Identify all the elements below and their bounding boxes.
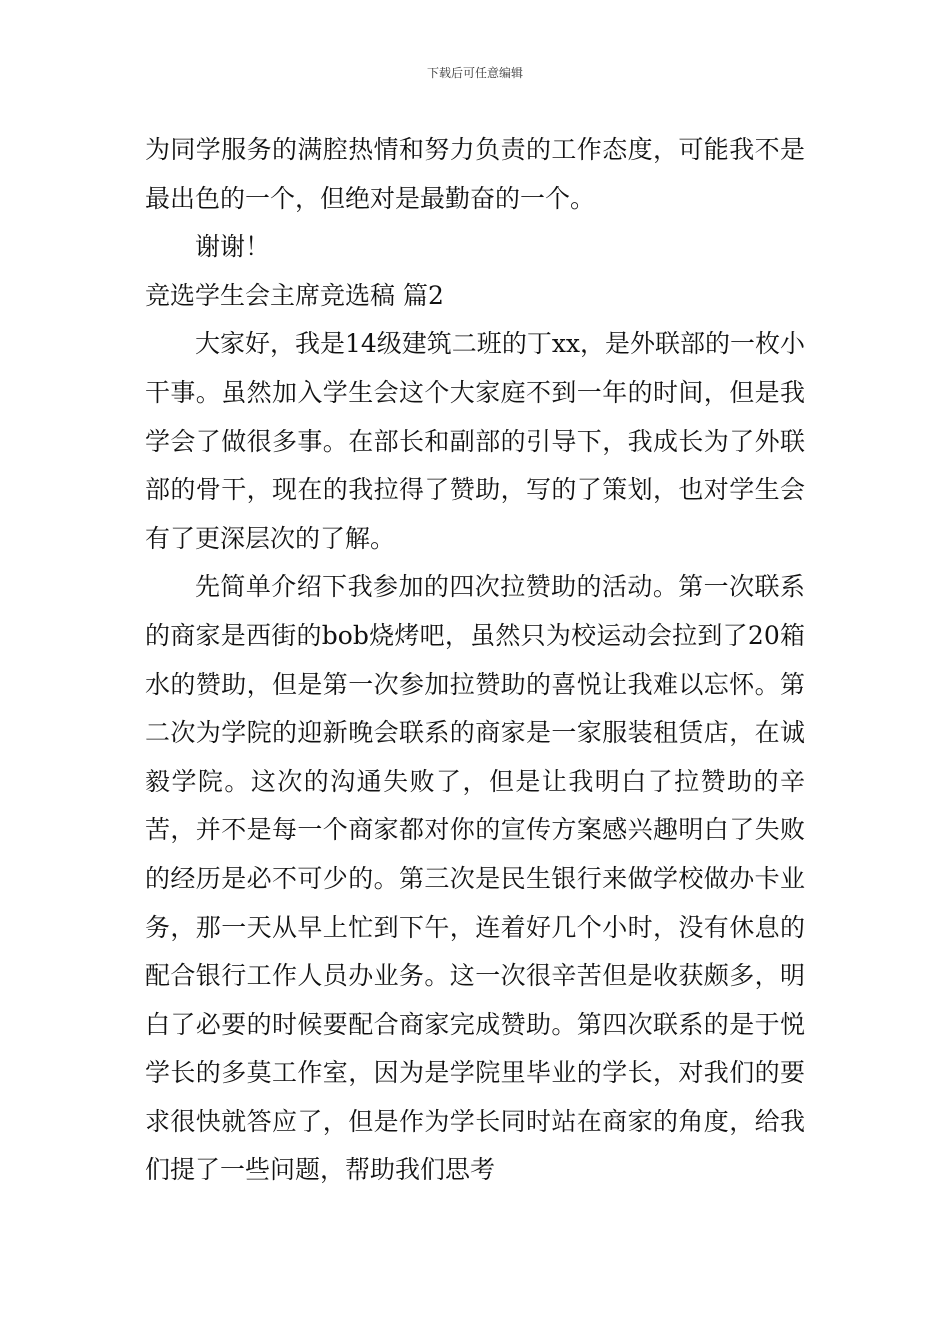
paragraph-introduction: 大家好，我是14级建筑二班的丁xx，是外联部的一枚小干事。虽然加入学生会这个大家庭不到一年的时间，但是我学会了做很多事。在部长和副部的引导下，我成长为了外联部的骨干，现在的我拉得了赞助，写的了策划，也对学生会有了更深层次的了解。 — [145, 329, 806, 553]
page-header-note: 下载后可任意编辑 — [426, 66, 523, 80]
paragraph-sponsorship-activities: 先简单介绍下我参加的四次拉赞助的活动。第一次联系的商家是西街的bob烧烤吧，虽然只为校运动会拉到了20箱水的赞助，但是第一次参加拉赞助的喜悦让我难以忘怀。第二次为学院的迎新晚会联系的商家是一家服装租赁店，在诚毅学院。这次的沟通失败了，但是让我明白了拉赞助的辛苦，并不是每一个商家都对你的宣传方案感兴趣明白了失败的经历是必不可少的。第三次是民生银行来做学校做办卡业务，那一天从早上忙到下午，连着好几个小时，没有休息的配合银行工作人员办业务。这一次很辛苦但是收获颇多，明白了必要的时候要配合商家完成赞助。第四次联系的是于悦学长的多莫工作室，因为是学院里毕业的学长，对我们的要求很快就答应了，但是作为学长同时站在商家的角度，给我们提了一些问题，帮助我们思考 — [145, 572, 805, 1185]
paragraph-thanks: 谢谢！ — [195, 232, 271, 262]
paragraph-continuation: 为同学服务的满腔热情和努力负责的工作态度，可能我不是最出色的一个，但绝对是最勤奋的一个。 — [145, 135, 805, 213]
document-body — [145, 126, 805, 1195]
section-heading: 竞选学生会主席竞选稿 篇2 — [145, 280, 444, 310]
